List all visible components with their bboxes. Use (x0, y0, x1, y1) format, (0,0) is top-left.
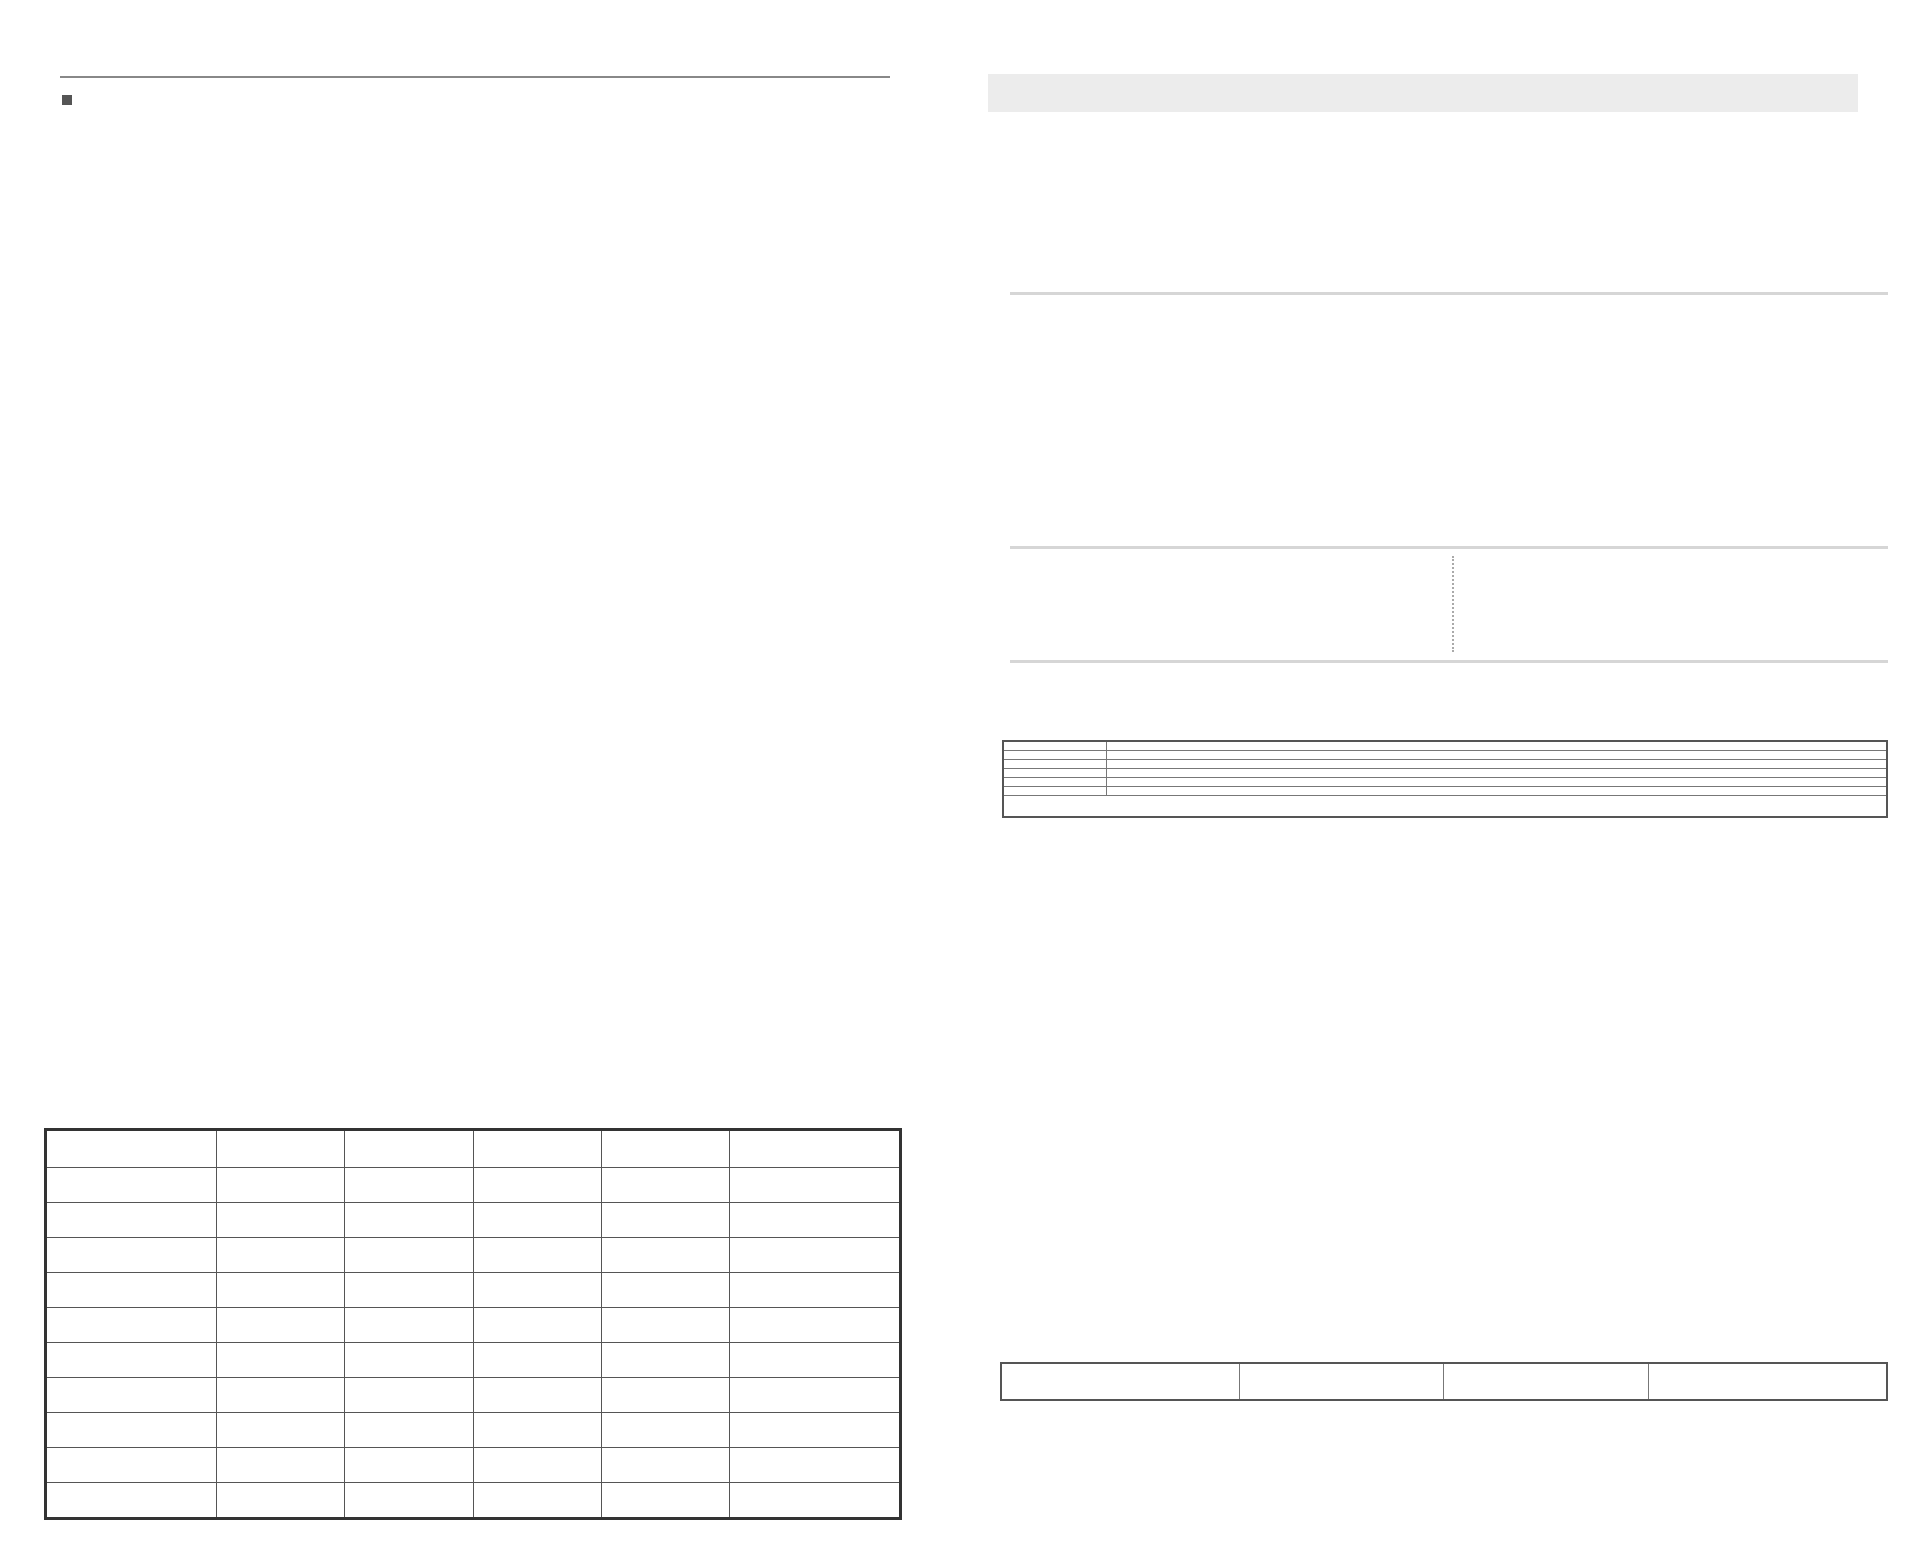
total-value (1648, 1363, 1887, 1400)
table-cell (46, 1343, 217, 1378)
table-row (1003, 760, 1887, 769)
table-cell (601, 1308, 729, 1343)
offering-names (1107, 760, 1888, 769)
table-cell (345, 1413, 473, 1448)
table-cell (730, 1203, 901, 1238)
table-row (1003, 751, 1887, 760)
table-row (46, 1238, 901, 1273)
table-row (1003, 741, 1887, 751)
table-row (46, 1308, 901, 1343)
offering-label (1003, 760, 1107, 769)
table-cell (601, 1378, 729, 1413)
table-cell (345, 1203, 473, 1238)
table-cell (601, 1203, 729, 1238)
offering-names (1107, 769, 1888, 778)
table-row (1003, 769, 1887, 778)
table-cell (473, 1483, 601, 1519)
table-cell (730, 1238, 901, 1273)
offering-label (1003, 787, 1107, 796)
table-cell (601, 1238, 729, 1273)
table-cell (46, 1448, 217, 1483)
thanks-notes (1003, 796, 1887, 818)
attendance-table (1000, 1362, 1888, 1401)
table-cell (730, 1308, 901, 1343)
offering-label (1003, 769, 1107, 778)
table-cell (601, 1343, 729, 1378)
table-cell (217, 1378, 345, 1413)
table-cell (473, 1308, 601, 1343)
table-cell (601, 1168, 729, 1203)
table-cell (473, 1238, 601, 1273)
table-cell (345, 1273, 473, 1308)
table-cell (345, 1168, 473, 1203)
column-header (345, 1130, 473, 1168)
table-cell (217, 1238, 345, 1273)
table-cell (730, 1168, 901, 1203)
table-cell (473, 1203, 601, 1238)
offering-label (1003, 751, 1107, 760)
table-row (46, 1273, 901, 1308)
announcement-list (62, 168, 882, 188)
new-family-header (988, 74, 1858, 112)
training-table (44, 1128, 902, 1520)
table-cell (46, 1203, 217, 1238)
title-divider (60, 76, 890, 78)
total-label (1001, 1363, 1240, 1400)
table-cell (46, 1483, 217, 1519)
table-cell (46, 1413, 217, 1448)
worship-notice (62, 88, 78, 110)
attendance-total-row (1001, 1363, 1887, 1400)
table-row (46, 1483, 901, 1519)
table-row (46, 1343, 901, 1378)
table-cell (473, 1448, 601, 1483)
table-cell (217, 1448, 345, 1483)
section-divider (1010, 292, 1888, 295)
table-cell (473, 1343, 601, 1378)
table-cell (730, 1448, 901, 1483)
table-cell (601, 1273, 729, 1308)
column-header (730, 1130, 901, 1168)
table-cell (345, 1238, 473, 1273)
column-header (601, 1130, 729, 1168)
table-cell (730, 1378, 901, 1413)
table-cell (730, 1483, 901, 1519)
table-cell (217, 1483, 345, 1519)
table-row (1003, 778, 1887, 787)
offering-label (1003, 778, 1107, 787)
table-cell (730, 1343, 901, 1378)
offering-names (1107, 778, 1888, 787)
offering-names (1107, 741, 1888, 751)
table-cell (46, 1378, 217, 1413)
table-cell (345, 1308, 473, 1343)
total-label (1444, 1363, 1648, 1400)
offering-names (1107, 787, 1888, 796)
column-header (473, 1130, 601, 1168)
table-cell (601, 1413, 729, 1448)
table-cell (473, 1273, 601, 1308)
table-cell (473, 1378, 601, 1413)
table-cell (730, 1413, 901, 1448)
table-cell (46, 1273, 217, 1308)
table-cell (601, 1448, 729, 1483)
table-cell (217, 1413, 345, 1448)
offering-table (1002, 740, 1888, 818)
table-cell (217, 1343, 345, 1378)
table-cell (217, 1203, 345, 1238)
table-cell (345, 1448, 473, 1483)
table-cell (345, 1378, 473, 1413)
column-header (46, 1130, 217, 1168)
table-row (46, 1203, 901, 1238)
section-divider (1010, 660, 1888, 663)
training-header-row (46, 1130, 901, 1168)
column-header (217, 1130, 345, 1168)
table-cell (46, 1168, 217, 1203)
table-row (46, 1448, 901, 1483)
offering-names (1107, 751, 1888, 760)
square-bullet-icon (62, 95, 72, 105)
table-row (1003, 787, 1887, 796)
table-cell (217, 1308, 345, 1343)
table-row (1003, 796, 1887, 818)
total-value (1240, 1363, 1444, 1400)
table-cell (345, 1483, 473, 1519)
table-row (46, 1168, 901, 1203)
table-cell (217, 1168, 345, 1203)
section-divider (1010, 546, 1888, 549)
table-cell (46, 1238, 217, 1273)
table-row (46, 1413, 901, 1448)
table-cell (217, 1273, 345, 1308)
table-cell (473, 1413, 601, 1448)
column-divider (1452, 556, 1454, 652)
offering-label (1003, 741, 1107, 751)
table-row (46, 1378, 901, 1413)
table-cell (730, 1273, 901, 1308)
table-cell (473, 1168, 601, 1203)
table-cell (46, 1308, 217, 1343)
table-cell (601, 1483, 729, 1519)
table-cell (345, 1343, 473, 1378)
